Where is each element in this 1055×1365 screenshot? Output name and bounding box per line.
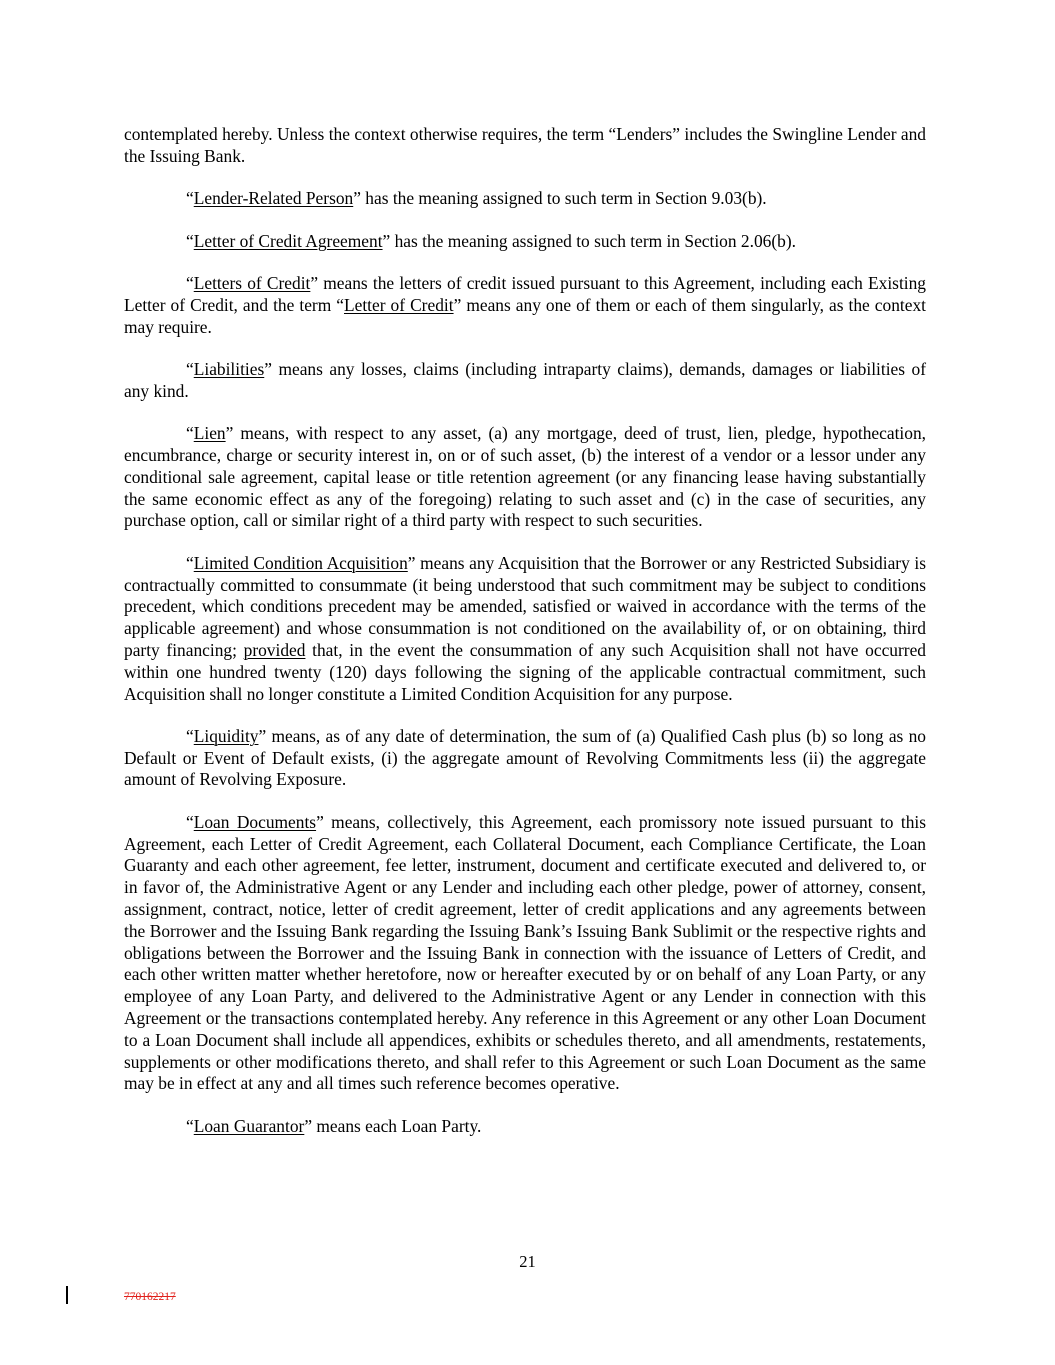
definition-text: ” means, as of any date of determination, the sum of (a) Qualified Cash plus (b) so long as no Default or Event of Default exists, (i) the aggregate amount of Revolving Commitments less (ii) the aggregate amount of Revolving Exposure. [124,725,926,790]
open-quote: “ [186,423,194,444]
open-quote: “ [186,358,194,379]
open-quote: “ [186,230,194,251]
definition-liabilities [124,359,926,403]
definition-loan-documents [124,812,926,1095]
defined-term: Liquidity [193,725,259,746]
paragraph-continuation [124,124,926,168]
document-id: 770162217 [124,1291,176,1303]
open-quote: “ [186,188,194,209]
revision-change-bar [66,1286,68,1304]
page-number: 21 [519,1252,536,1271]
defined-term: Lender-Related Person [193,188,354,209]
definition-text-tail: that, in the event the consummation of any such Acquisition shall not have occurred within one hundred twenty (120) days following the signing of the applicable contractual commitment, such Acquisition shall no longer constitute a Limited Condition Acquisition for any purpose. [124,639,926,704]
definition-lender-related-person [124,188,926,210]
definition-text: ” means, with respect to any asset, (a) any mortgage, deed of trust, lien, pledge, hypothecation, encumbrance, charge or security interest in, on or of such asset, (b) the interest of a vendor or a lessor under any conditional sale agreement, capital lease or title retention agreement (or any financing lease having substantially the same economic effect as any of the foregoing) relating to such asset and (c) in the case of securities, any purchase option, call or similar right of a third party with respect to such securities. [124,423,926,531]
definition-text: ” has the meaning assigned to such term in Section 2.06(b). [382,230,796,251]
definition-liquidity [124,726,926,791]
defined-term: Loan Guarantor [193,1115,305,1136]
definition-text: ” means each Loan Party. [304,1115,482,1136]
open-quote: “ [186,1115,194,1136]
definition-text: ” means any losses, claims (including intraparty claims), demands, damages or liabilities of any kind. [124,358,926,401]
defined-term: Limited Condition Acquisition [193,552,408,573]
defined-term: Letters of Credit [193,272,311,293]
definition-text: ” has the meaning assigned to such term in Section 9.03(b). [353,188,767,209]
definition-letter-of-credit-agreement [124,231,926,253]
definition-text: ” means the letters of credit issued pursuant to this Agreement, including each Existing Letter of Credit, and the term “ [124,272,926,315]
open-quote: “ [186,272,194,293]
document-body [124,124,926,1158]
proviso-term: provided [243,639,306,660]
definition-text: ” means any Acquisition that the Borrower or any Restricted Subsidiary is contractually committed to consummate (it being understood that such commitment may be subject to conditions precedent, which conditions precedent may be amended, satisfied or waived in accordance with the terms of the applicable agreement) and whose consummation is not conditioned on the availability of, or on obtaining, third party financing; [124,552,926,660]
definition-lien [124,423,926,532]
definition-text: ” means, collectively, this Agreement, each promissory note issued pursuant to this Agreement, each Letter of Credit Agreement, each Collateral Document, each Compliance Certificate, the Loan Guaranty and each other agreement, fee letter, instrument, document and certificate executed and delivered to, or in favor of, the Administrative Agent or any Lender and including each other pledge, power of attorney, consent, assignment, contract, notice, letter of credit agreement, letter of credit applications and any agreements between the Borrower and the Issuing Bank regarding the Issuing Bank’s Issuing Bank Sublimit or the respective rights and obligations between the Borrower and the Issuing Bank in connection with the issuance of Letters of Credit, and each other written matter whether heretofore, now or hereafter executed by or on behalf of any Loan Party, or any employee of any Loan Party, and delivered to the Administrative Agent or any Lender in connection with this Agreement or the transactions contemplated hereby. Any reference in this Agreement or any other Loan Document to a Loan Document shall include all appendices, exhibits or schedules thereto, and all amendments, restatements, supplements or other modifications thereto, and shall refer to this Agreement or such Loan Document as the same may be in effect at any and all times such reference becomes operative. [124,811,926,1094]
paragraph-text: contemplated hereby. Unless the context otherwise requires, the term “Lenders” includes the Swingline Lender and the Issuing Bank. [124,124,926,166]
defined-term: Loan Documents [193,811,317,832]
definition-limited-condition-acquisition [124,553,926,706]
open-quote: “ [186,811,194,832]
defined-term: Lien [193,423,226,444]
defined-term-secondary: Letter of Credit [344,294,454,315]
open-quote: “ [186,725,194,746]
definition-text-tail: ” means any one of them or each of them singularly, as the context may require. [124,294,926,337]
definition-loan-guarantor [124,1116,926,1138]
defined-term: Letter of Credit Agreement [193,230,383,251]
definition-letters-of-credit [124,273,926,338]
defined-term: Liabilities [193,358,265,379]
open-quote: “ [186,552,194,573]
